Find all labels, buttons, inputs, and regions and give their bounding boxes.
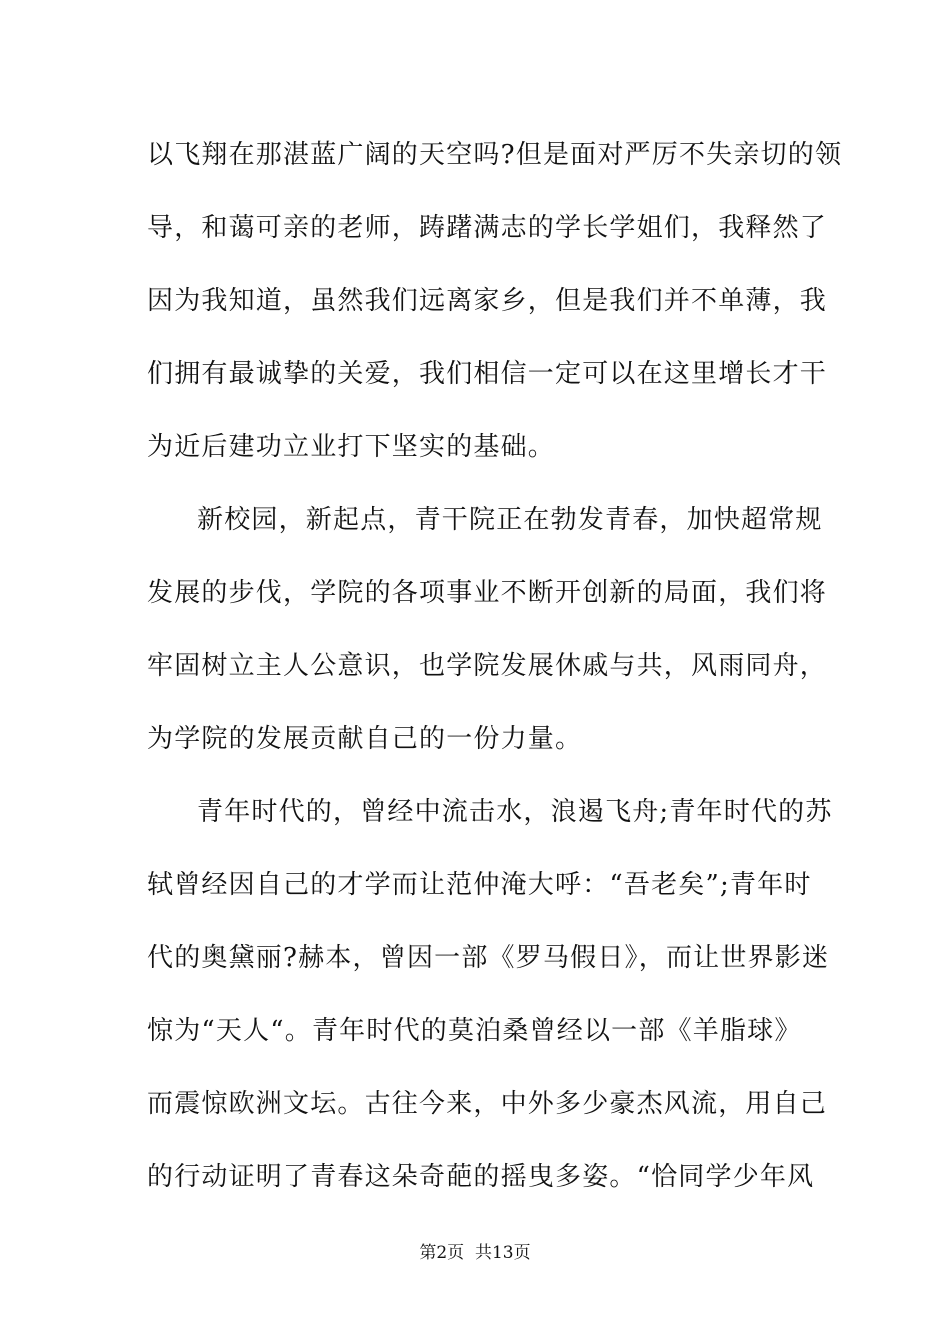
text-line: 而震惊欧洲文坛。古往今来，中外多少豪杰风流，用自己 <box>147 1089 828 1119</box>
paragraph-first-line: 新校园，新起点，青干院正在勃发青春，加快超常规 <box>197 505 823 535</box>
text-line: 轼曾经因自己的才学而让范仲淹大呼：“吾老矣”;青年时 <box>147 870 812 900</box>
page-number-footer: 第2页 共13页 <box>419 1243 531 1263</box>
text-line: 代的奥黛丽?赫本，曾因一部《罗马假日》，而让世界影迷 <box>147 943 830 973</box>
paragraph-first-line: 青年时代的，曾经中流击水，浪遏飞舟;青年时代的苏 <box>197 797 833 827</box>
text-line: 发展的步伐，学院的各项事业不断开创新的局面，我们将 <box>147 578 828 608</box>
text-line: 为近后建功立业打下坚实的基础。 <box>147 432 556 462</box>
text-line: 因为我知道，虽然我们远离家乡，但是我们并不单薄，我 <box>147 286 828 316</box>
text-line: 的行动证明了青春这朵奇葩的摇曳多姿。“恰同学少年风 <box>147 1162 815 1192</box>
text-line: 以飞翔在那湛蓝广阔的天空吗?但是面对严厉不失亲切的领 <box>147 140 843 170</box>
text-line: 惊为“天人“。青年时代的莫泊桑曾经以一部《羊脂球》 <box>147 1016 802 1046</box>
text-line: 牢固树立主人公意识，也学院发展休戚与共，风雨同舟， <box>147 651 828 681</box>
text-line: 为学院的发展贡献自己的一份力量。 <box>147 724 583 754</box>
text-line: 们拥有最诚挚的关爱，我们相信一定可以在这里增长才干 <box>147 359 828 389</box>
text-line: 导，和蔼可亲的老师，踌躇满志的学长学姐们，我释然了 <box>147 213 828 243</box>
